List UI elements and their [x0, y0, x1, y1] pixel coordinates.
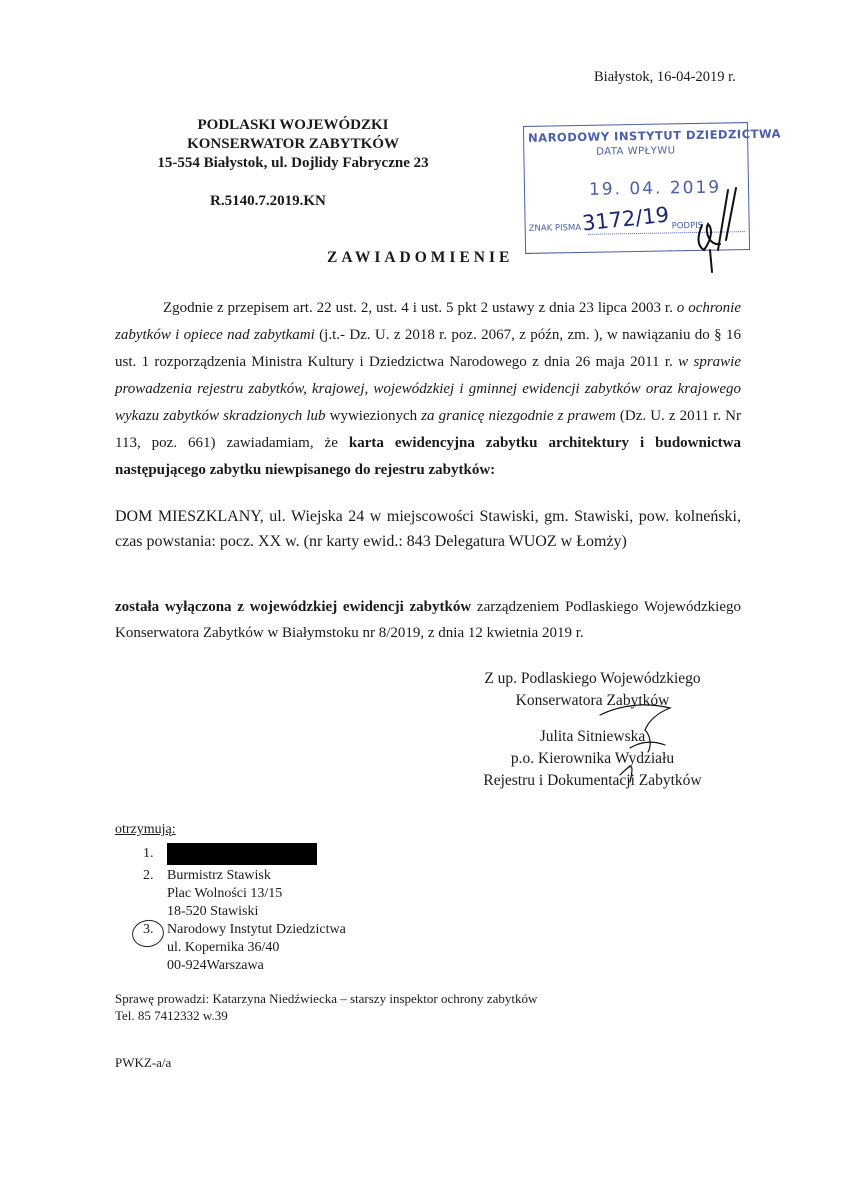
list-item-number: 1. [143, 846, 154, 861]
recipient-3-street: ul. Kopernika 36/40 [167, 940, 280, 955]
recipient-2-city: 18-520 Stawiski [167, 904, 259, 919]
stamp-signature-label: PODPIS [671, 220, 704, 232]
case-handler-phone: Tel. 85 7412332 w.39 [115, 1008, 228, 1023]
p1-text-c: (j.t.- Dz. U. z 2018 r. poz. 2067, z późn, zm. ), w nawiązaniu do § 16 ust. 1 rozporządzenia Ministra Kultury i Dziedzictwa Narodowego z dnia 26 maja 2011 r. [115, 327, 741, 370]
issuer-line-2: KONSERWATOR ZABYTKÓW [187, 136, 399, 152]
document-title: ZAWIADOMIENIE [327, 249, 514, 266]
recipient-3-name: Narodowy Instytut Dziedzictwa [167, 922, 346, 937]
stamp-received-label: DATA WPŁYWU [596, 145, 676, 158]
signatory-role-1: p.o. Kierownika Wydziału [510, 750, 675, 767]
stamp-institution: NARODOWY INSTYTUT DZIEDZICTWA [527, 126, 782, 145]
recipient-3-city: 00-924Warszawa [167, 958, 264, 973]
redaction-bar [167, 843, 317, 865]
p1-regulation-title-end: za granicę niezgodnie z prawem [421, 408, 616, 424]
exclusion-paragraph [115, 594, 741, 646]
monument-description: DOM MIESZKLANY, ul. Wiejska 24 w miejscowości Stawiski, gm. Stawiski, pow. kolneński, czas powstania: pocz. XX w. (nr karty ewid.: 843 Delegatura WUOZ w Łomży) [115, 508, 741, 550]
main-paragraph [115, 295, 741, 484]
recipient-2-street: Plac Wolności 13/15 [167, 886, 283, 901]
recipients-heading: otrzymują: [115, 822, 176, 837]
p1-regulation-title: w sprawie prowadzenia rejestru zabytków, krajowej, wojewódzkiej i gminnej ewidencji zabytków oraz krajowego wykazu zabytków skradzionych lub [115, 354, 741, 424]
reference-number: R.5140.7.2019.KN [210, 193, 326, 209]
p1-bold-statement: karta ewidencyjna zabytku architektury i budownictwa następującego zabytku niewpisanego do rejestru zabytków: [115, 435, 741, 478]
p3-bold-statement: została wyłączona z wojewódzkiej ewidencji zabytków [115, 599, 472, 615]
issuer-address: 15-554 Białystok, ul. Dojlidy Fabryczne 23 [157, 155, 429, 171]
signature-line-2: Konserwatora Zabytków [515, 692, 670, 709]
signatory-role-2: Rejestru i Dokumentacji Zabytków [483, 772, 702, 789]
stamp-letter-number: 3172/19 [580, 202, 671, 236]
case-handler-info [115, 990, 537, 1024]
document-date: Białystok, 16-04-2019 r. [594, 69, 736, 85]
signatory-name: Julita Sitniewska [539, 728, 646, 745]
list-item-number: 3. [143, 922, 154, 937]
stamp-letter-no-label: ZNAK PISMA [528, 222, 582, 234]
p1-text-g: (Dz. U. z 2011 r. Nr 113, poz. 661) zawiadamiam, że [115, 408, 741, 451]
p1-text-e: wywiezionych [325, 408, 422, 424]
issuer-line-1: PODLASKI WOJEWÓDZKI [197, 117, 389, 133]
p1-text-a: Zgodnie z przepisem art. 22 ust. 2, ust. 4 i ust. 5 pkt 2 ustawy z dnia 23 lipca 2003 r. [163, 300, 677, 316]
list-item-number: 2. [143, 868, 154, 883]
stamp-received-date: 19. 04. 2019 [588, 177, 722, 200]
recipient-2-name: Burmistrz Stawisk [167, 868, 271, 883]
handwritten-signature [590, 690, 700, 800]
stamp-signature-scribble [680, 180, 750, 275]
p1-act-title: o ochronie zabytków i opiece nad zabytkami [115, 300, 741, 343]
case-handler: Sprawę prowadzi: Katarzyna Niedźwiecka – starszy inspektor ochrony zabytków [115, 991, 538, 1006]
issuer-header [140, 116, 446, 173]
document-code: PWKZ-a/a [115, 1055, 172, 1070]
p3-text: zarządzeniem Podlaskiego Wojewódzkiego Konserwatora Zabytków w Białymstoku nr 8/2019, z dnia 12 kwietnia 2019 r. [115, 599, 741, 641]
signature-line-1: Z up. Podlaskiego Wojewódzkiego [484, 670, 701, 687]
